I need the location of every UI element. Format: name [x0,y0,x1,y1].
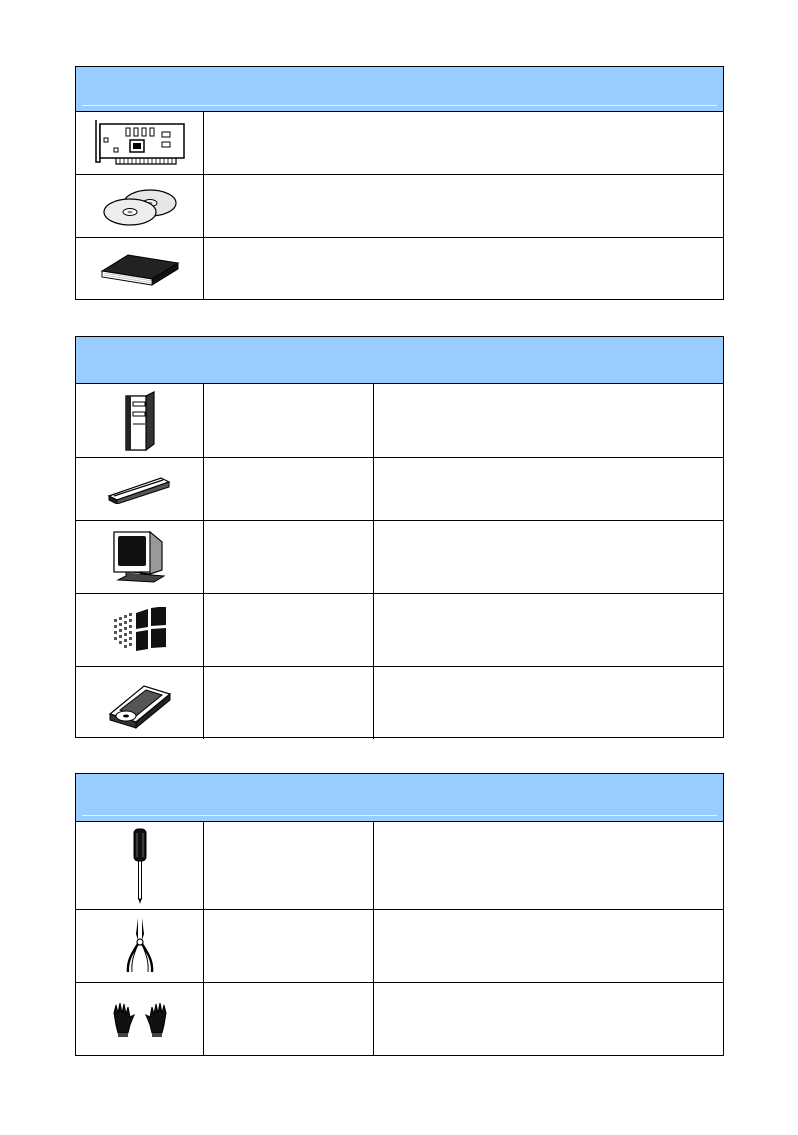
table-row [76,822,723,909]
requirement-detail-cell [374,458,723,520]
expansion-slot-icon [105,474,175,504]
table-header [76,774,723,822]
icon-cell [76,594,204,666]
table-row [76,384,723,457]
icon-cell [76,910,204,982]
icon-cell [76,822,204,909]
tool-name-cell [204,822,374,909]
table-row [76,112,723,174]
table-row [76,237,723,299]
icon-cell [76,667,204,739]
table-row [76,982,723,1055]
windows-logo-icon [110,607,170,653]
description-cell [204,175,723,237]
requirement-detail-cell [374,384,723,457]
description-cell [204,238,723,299]
system-requirements-table [75,336,724,738]
description-cell [204,112,723,174]
table-row [76,666,723,739]
crt-monitor-icon [110,528,170,586]
icon-cell [76,384,204,457]
icon-cell [76,458,204,520]
table-header [76,67,723,112]
requirement-name-cell [204,458,374,520]
table-row [76,909,723,982]
tool-detail-cell [374,822,723,909]
cd-rom-drive-icon [106,676,174,730]
tower-pc-icon [120,390,160,452]
package-contents-table [75,66,724,300]
requirement-detail-cell [374,667,723,739]
icon-cell [76,521,204,593]
icon-cell [76,983,204,1055]
pliers-icon [123,916,157,976]
header-divider [82,815,717,816]
icon-cell [76,238,204,299]
requirement-detail-cell [374,594,723,666]
requirement-name-cell [204,521,374,593]
tool-detail-cell [374,910,723,982]
icon-cell [76,112,204,174]
table-row [76,457,723,520]
requirement-detail-cell [374,521,723,593]
pci-card-icon [90,118,190,168]
screwdriver-icon [128,827,152,905]
tool-detail-cell [374,983,723,1055]
tools-table [75,773,724,1056]
requirement-name-cell [204,667,374,739]
manual-book-icon [98,249,182,289]
table-header [76,337,723,384]
requirement-name-cell [204,594,374,666]
cd-discs-icon [100,183,180,229]
header-divider [82,105,717,106]
tool-name-cell [204,983,374,1055]
table-row [76,174,723,237]
table-row [76,520,723,593]
requirement-name-cell [204,384,374,457]
table-row [76,593,723,666]
tool-name-cell [204,910,374,982]
gloves-icon [108,999,172,1039]
icon-cell [76,175,204,237]
